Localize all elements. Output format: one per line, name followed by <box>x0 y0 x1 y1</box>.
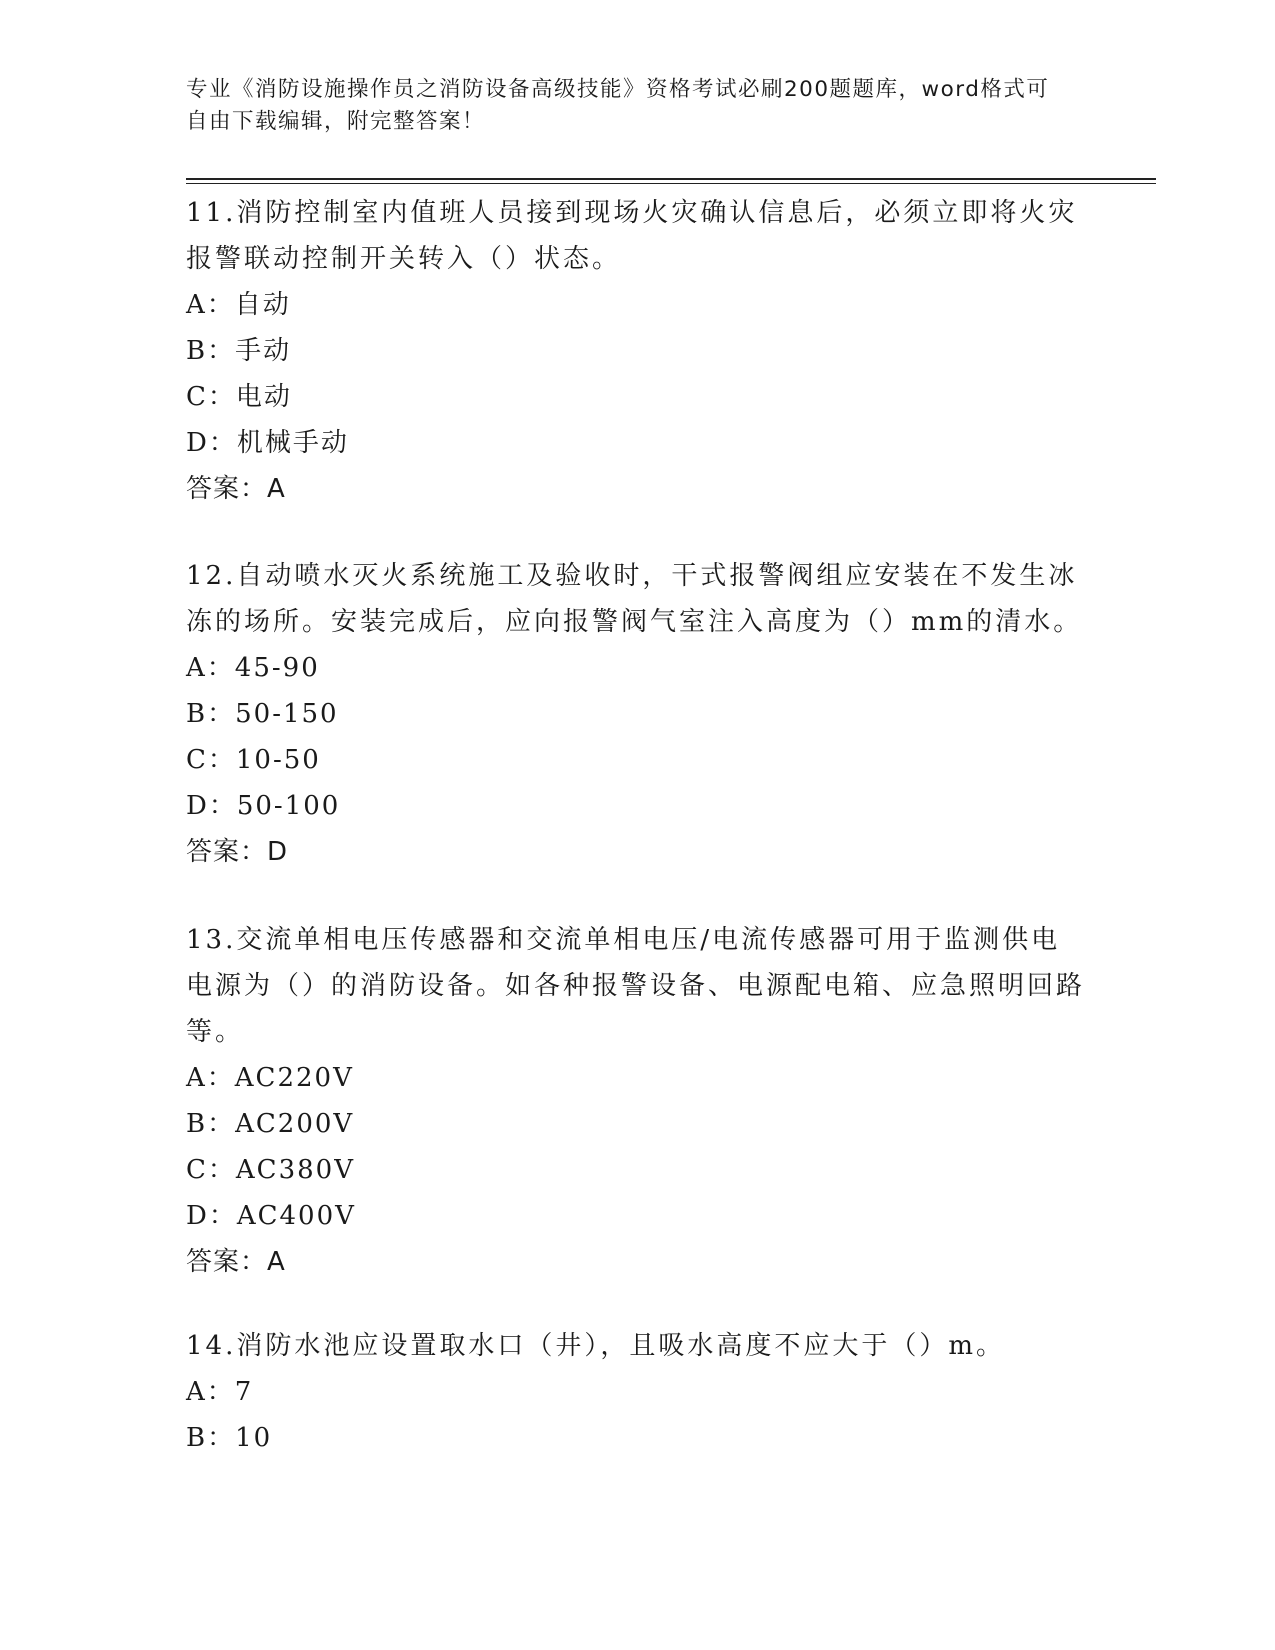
option-b: B：50-150 <box>186 699 339 729</box>
option-b: B：AC200V <box>186 1109 355 1139</box>
answer: 答案：A <box>186 1247 286 1277</box>
question-14 <box>186 1323 1086 1461</box>
option-b: B：10 <box>186 1423 273 1453</box>
option-c: C：AC380V <box>186 1155 355 1185</box>
option-d: D：AC400V <box>186 1201 356 1231</box>
question-stem: 14.消防水池应设置取水口（井），且吸水高度不应大于（）m。 <box>186 1331 1006 1361</box>
answer: 答案：D <box>186 837 289 867</box>
option-b: B：手动 <box>186 336 292 366</box>
question-stem: 11.消防控制室内值班人员接到现场火灾确认信息后，必须立即将火灾报警联动控制开关转入（）状态。 <box>186 198 1078 274</box>
question-stem: 12.自动喷水灭火系统施工及验收时，干式报警阀组应安装在不发生冰冻的场所。安装完成后，应向报警阀气室注入高度为（）mm的清水。 <box>186 561 1083 637</box>
option-c: C：10-50 <box>186 745 321 775</box>
option-d: D：50-100 <box>186 791 341 821</box>
option-a: A：自动 <box>186 290 291 320</box>
question-stem: 13.交流单相电压传感器和交流单相电压/电流传感器可用于监测供电电源为（）的消防设备。如各种报警设备、电源配电箱、应急照明回路等。 <box>186 925 1086 1047</box>
question-12 <box>186 553 1086 875</box>
header-divider-thin <box>186 183 1156 184</box>
document-header-text: 专业《消防设施操作员之消防设备高级技能》资格考试必刷200题题库，word格式可自由下载编辑，附完整答案！ <box>186 77 1050 134</box>
question-11 <box>186 190 1086 512</box>
header-divider <box>186 178 1156 180</box>
option-a: A：7 <box>186 1377 254 1407</box>
option-a: A：AC220V <box>186 1063 354 1093</box>
question-13 <box>186 917 1086 1285</box>
option-c: C：电动 <box>186 382 292 412</box>
answer: 答案：A <box>186 474 286 504</box>
option-a: A：45-90 <box>186 653 320 683</box>
option-d: D：机械手动 <box>186 428 349 458</box>
